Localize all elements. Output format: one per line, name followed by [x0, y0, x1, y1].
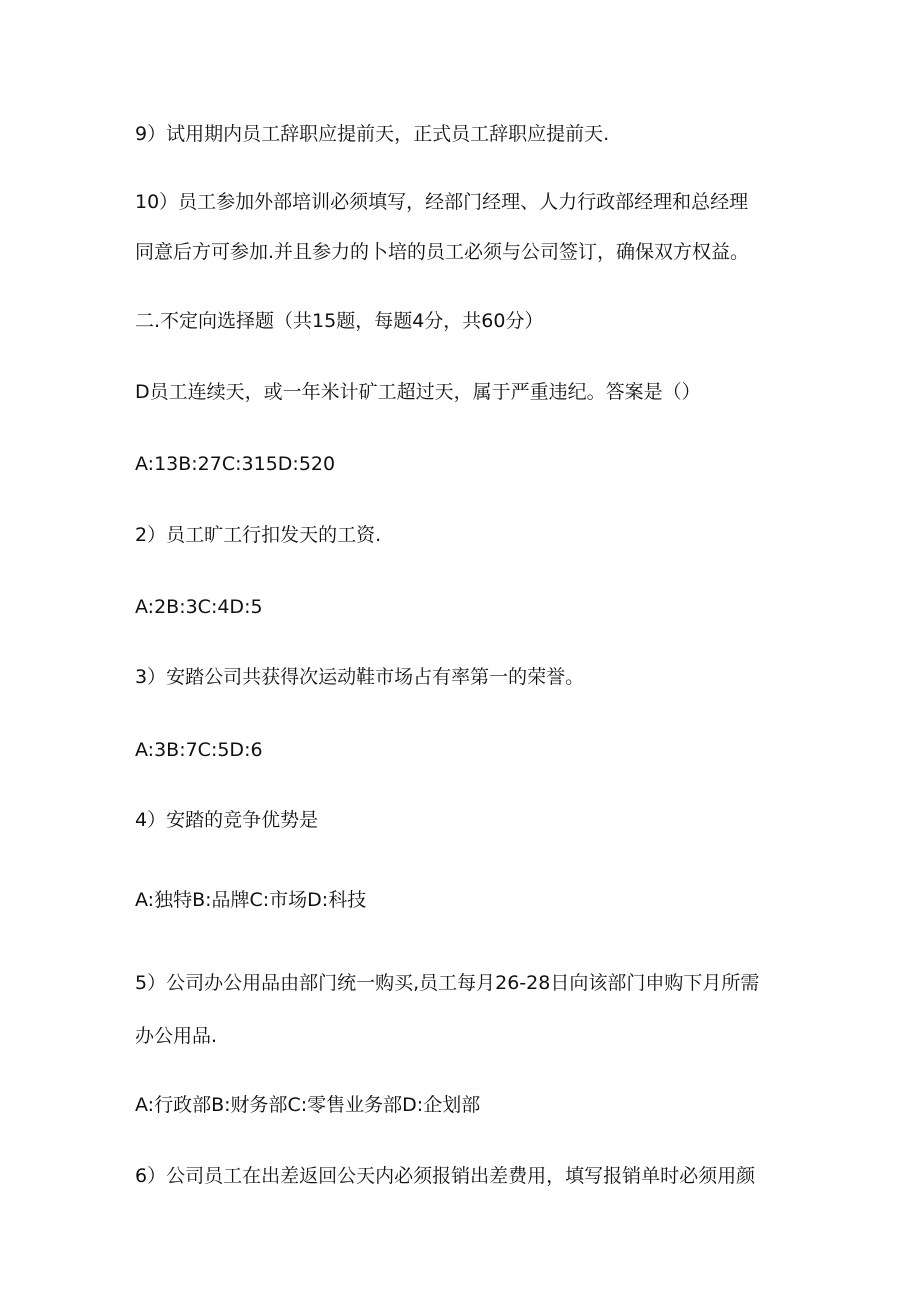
question-5-text-line-2: 办公用品.: [135, 1025, 218, 1047]
question-1-options: A:13B:27C:315D:520: [135, 453, 336, 475]
question-1-text: D员工连续天，或一年米计矿工超过天，属于严重违纪。答案是（）: [135, 381, 701, 403]
question-9-text: 9）试用期内员工辞职应提前天，正式员工辞职应提前天.: [135, 123, 610, 145]
question-5-options: A:行政部B:财务部C:零售业务部D:企划部: [135, 1094, 481, 1116]
section-heading: 二.不定向选择题（共15题，每题4分，共60分）: [135, 310, 544, 332]
question-5-text-line-1: 5）公司办公用品由部门统一购买,员工每月26-28日向该部门申购下月所需: [135, 972, 760, 994]
question-6-text: 6）公司员工在出差返回公天内必须报销出差费用，填写报销单时必须用颜: [135, 1165, 756, 1187]
question-10-text-line-1: 10）员工参加外部培训必须填写，经部门经理、人力行政部经理和总经理: [135, 191, 749, 213]
question-2-options: A:2B:3C:4D:5: [135, 596, 263, 618]
question-2-text: 2）员工旷工行扣发天的工资.: [135, 524, 382, 546]
question-4-text: 4）安踏的竞争优势是: [135, 809, 319, 831]
question-10-text-line-2: 同意后方可参加.并且参力的卜培的员工必须与公司签订，确保双方权益。: [135, 241, 750, 263]
question-3-options: A:3B:7C:5D:6: [135, 739, 263, 761]
question-3-text: 3）安踏公司共获得次运动鞋市场占有率第一的荣誉。: [135, 666, 585, 688]
question-4-options: A:独特B:品牌C:市场D:科技: [135, 889, 367, 911]
